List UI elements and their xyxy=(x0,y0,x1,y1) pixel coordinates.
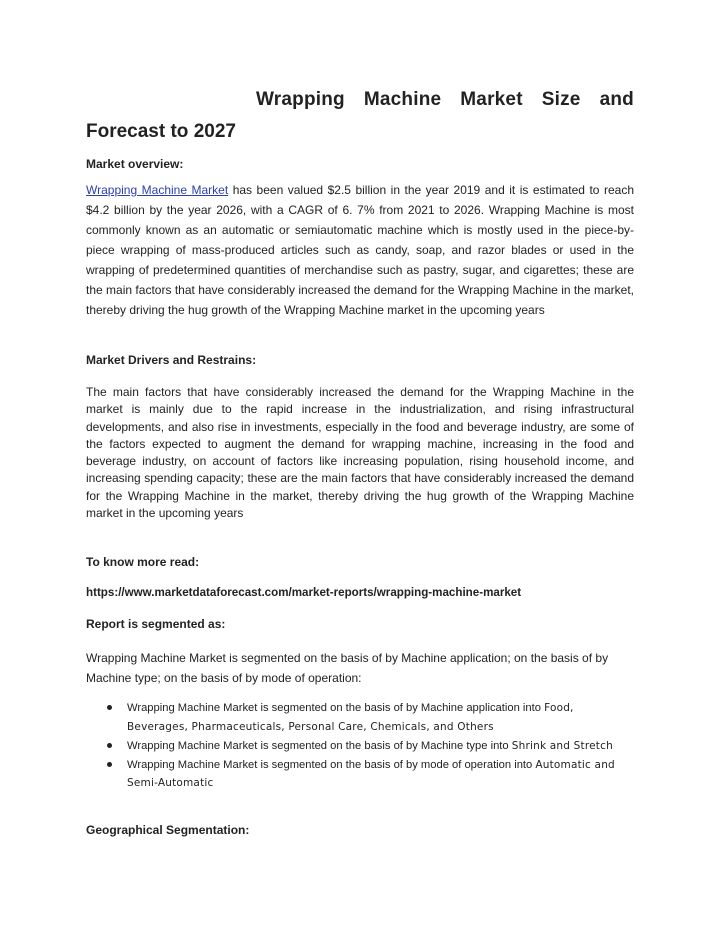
title-word: Size xyxy=(541,89,581,110)
bullet-icon xyxy=(107,743,112,748)
document-title-line-1 xyxy=(256,89,634,111)
geo-heading: Geographical Segmentation: xyxy=(86,823,250,837)
overview-body: has been valued $2.5 billion in the year 2019 and it is estimated to reach $4.2 billion by the year 2026, with a CAGR of 6. 7% from 2021 to 2026. Wrapping Machine is most commonly known as an automatic or semiautomatic machine which is mostly used in the piece-by-piece wrapping of mass-produced articles such as candy, soap, and razor blades or used in the wrapping of predetermined quantities of merchandise such as pastry, sugar, and cigarettes; these are the main factors that have considerably increased the demand for the Wrapping Machine in the market, thereby driving the hug growth of the Wrapping Machine market in the upcoming years xyxy=(86,183,634,317)
title-word: Wrapping xyxy=(256,89,345,110)
overview-heading: Market overview: xyxy=(86,157,184,171)
list-item-lead: Wrapping Machine Market is segmented on the basis of by Machine application into xyxy=(127,702,545,714)
document-title-line-2: Forecast to 2027 xyxy=(86,121,236,142)
source-url[interactable]: https://www.marketdataforecast.com/market-reports/wrapping-machine-market xyxy=(86,586,522,599)
segments-list-container xyxy=(86,699,634,793)
title-word: Machine xyxy=(363,89,442,110)
segments-intro: Wrapping Machine Market is segmented on the basis of by Machine application; on the basis of by Machine type; on the basis of by mode of operation: xyxy=(86,651,609,685)
list-item-tail: Food, Beverages, Pharmaceuticals, Personal Care, Chemicals, and Others xyxy=(127,702,574,733)
drivers-heading: Market Drivers and Restrains: xyxy=(86,353,257,367)
list-item xyxy=(86,756,634,793)
drivers-paragraph: The main factors that have considerably increased the demand for the Wrapping Machine in the market is mainly due to the rapid increase in the industrialization, and rising infrastructural developments, and also rise in investments, especially in the food and beverage industry, are some of the factors expected to augment the demand for wrapping machine, increasing in the food and beverage industry, on account of factors like increasing population, rising household income, and increasing spending capacity; these are the main factors that have considerably increased the demand for the Wrapping Machine in the market, thereby driving the hug growth of the Wrapping Machine market in the upcoming years xyxy=(86,385,634,521)
bullet-icon xyxy=(107,762,112,767)
title-word: Market xyxy=(460,89,523,110)
overview-paragraph xyxy=(86,180,634,320)
list-item xyxy=(86,699,634,736)
list-item-lead: Wrapping Machine Market is segmented on the basis of by Machine type into xyxy=(127,739,512,752)
title-word: and xyxy=(599,89,634,110)
more-heading: To know more read: xyxy=(86,555,200,569)
bullet-icon xyxy=(107,705,112,710)
segments-list xyxy=(86,699,634,793)
list-item-tail: Shrink and Stretch xyxy=(511,739,613,752)
list-item xyxy=(86,737,634,756)
segments-heading: Report is segmented as: xyxy=(86,617,226,631)
market-report-link[interactable]: Wrapping Machine Market xyxy=(86,183,229,197)
list-item-lead: Wrapping Machine Market is segmented on the basis of by mode of operation into xyxy=(127,758,536,771)
list-item-tail: Automatic and Semi-Automatic xyxy=(127,758,615,789)
